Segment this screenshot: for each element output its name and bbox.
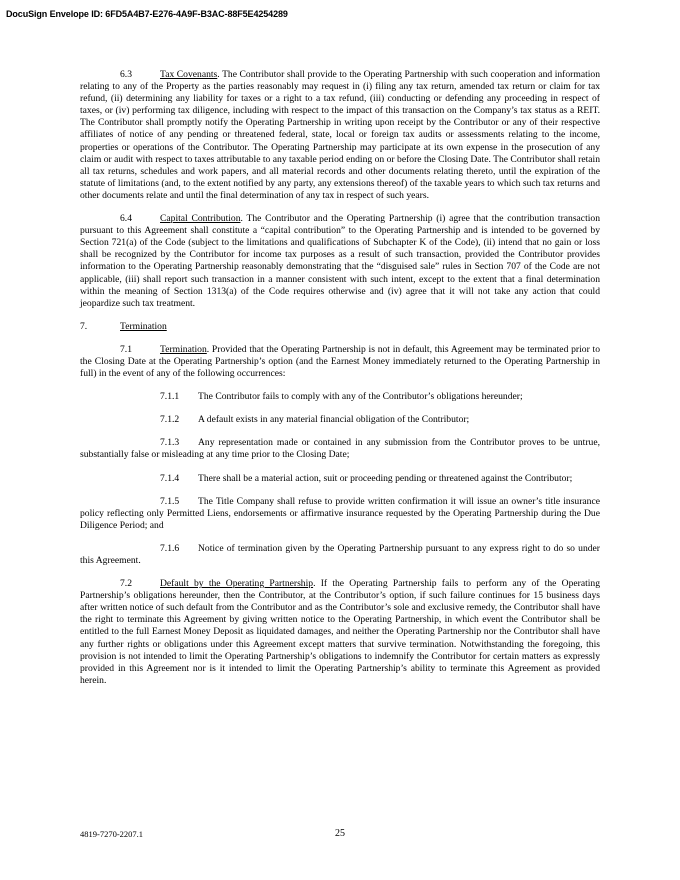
- section-title: Capital Contribution: [160, 213, 241, 225]
- section-text: . If the Operating Partnership fails to perform any of the Operating Partnership’s obligations hereunder, then the Contributor, at the Contributor’s option, if such failure continues for 15 business days after written notice of such default from the Contributor and as the Contributor’s sole and exclusive remedy, the Contributor shall have the right to terminate this Agreement by giving written notice to the Operating Partnership, in which event the Contributor shall be entitled to the full Earnest Money Deposit as liquidated damages, and neither the Operating Partnership nor the Contributor shall have any further rights or obligations under this Agreement except matters that survive termination. Notwithstanding the foregoing, this provision is not intended to limit the Operating Partnership’s obligations to indemnify the Contributor for certain matters as expressly provided in this Agreement nor is it intended to limit the Operating Partnership’s ability to terminate this Agreement as provided herein.: [80, 578, 600, 686]
- item-text: There shall be a material action, suit or proceeding pending or threatened against the Contributor;: [198, 472, 573, 484]
- section-text: . Provided that the Operating Partnership is not in default, this Agreement may be terminated prior to the Closing Date at the Operating Partnership’s option (and the Earnest Money immediately returned to the Operating Partnership in full) in the event of any of the following occurrences:: [80, 343, 600, 380]
- item-7-1-4: [80, 473, 600, 485]
- item-number: 7.1.5: [160, 495, 180, 507]
- item-7-1-1: [80, 391, 600, 403]
- section-7-heading: [80, 321, 600, 333]
- item-number: 7.1.4: [160, 472, 180, 484]
- section-title: Termination: [160, 343, 207, 355]
- item-7-1-2: [80, 414, 600, 426]
- section-title: Default by the Operating Partnership: [160, 578, 314, 590]
- section-number: 6.4: [120, 213, 132, 225]
- document-body: [80, 69, 600, 687]
- item-text: Notice of termination given by the Operating Partnership pursuant to any express right to do so under this Agreement.: [80, 542, 600, 566]
- docusign-envelope-id: DocuSign Envelope ID: 6FD5A4B7-E276-4A9F-B3AC-88F5E4254289: [6, 9, 288, 19]
- section-7-1: [80, 344, 600, 380]
- item-number: 7.1.6: [160, 542, 180, 554]
- item-number: 7.1.3: [160, 437, 180, 449]
- section-title: Tax Covenants: [160, 69, 218, 80]
- section-number: 7.: [80, 320, 88, 332]
- item-7-1-5: [80, 496, 600, 532]
- item-number: 7.1.1: [160, 391, 180, 403]
- item-text: The Title Company shall refuse to provide written confirmation it will issue an owner’s title insurance policy reflecting only Permitted Liens, endorsements or affirmative insurance requested by the Operating Partnership during the Due Diligence Period; and: [80, 495, 600, 531]
- section-7-2: [80, 578, 600, 687]
- page-number: 25: [335, 828, 345, 839]
- item-number: 7.1.2: [160, 414, 180, 426]
- section-number: 6.3: [120, 69, 132, 80]
- section-number: 7.2: [120, 578, 132, 590]
- item-text: A default exists in any material financial obligation of the Contributor;: [198, 414, 470, 426]
- item-7-1-3: [80, 437, 600, 461]
- item-text: Any representation made or contained in any submission from the Contributor proves to be untrue, substantially false or misleading at any time prior to the Closing Date;: [80, 437, 600, 461]
- document-id: 4819-7270-2207.1: [80, 829, 144, 839]
- item-text: The Contributor fails to comply with any of the Contributor’s obligations hereunder;: [198, 391, 523, 403]
- section-text: . The Contributor shall provide to the Operating Partnership with such cooperation and information relating to any of the Property as the parties reasonably may request in (i) filing any tax return, amended tax return or claim for tax refund, (ii) determining any liability for taxes or a right to a tax refund, (iii) conducting or defending any proceeding in respect of taxes, or (iv) performing tax diligence, including with respect to the impact of this transaction on the Company’s tax status as a REIT. The Contributor shall promptly notify the Operating Partnership in writing upon receipt by the Contributor or any of their respective affiliates of notice of any pending or threatened federal, state, local or foreign tax audits or assessments relating to the income, properties or operations of the Contributor. The Operating Partnership may participate at its own expense in the prosecution of any claim or audit with respect to taxes attributable to any taxable period ending on or before the Closing Date. The Contributor shall retain all tax returns, schedules and work papers, and all material records and other documents relating thereto, until the expiration of the statute of limitations (and, to the extent notified by any party, any extensions thereof) of the taxable years to which such tax returns and other documents relate and until the final determination of any tax in respect of such years.: [80, 69, 600, 201]
- section-text: . The Contributor and the Operating Partnership (i) agree that the contribution transaction pursuant to this Agreement shall constitute a “capital contribution” to the Operating Partnership and is intended to be governed by Section 721(a) of the Code (subject to the limitations and qualifications of Subchapter K of the Code), (ii) intend that no gain or loss shall be recognized by the Contributor for income tax purposes as a result of such transaction, provided the Contributor provides information to the Operating Partnership reasonably demonstrating that the “disguised sale” rules in Section 707 of the Code are not applicable, (iii) shall report such transaction in a manner consistent with such intent, except to the extent that a final determination within the meaning of Section 1313(a) of the Code requires otherwise and (iv) agree that it will not take any action that could jeopardize such tax treatment.: [80, 213, 600, 309]
- section-number: 7.1: [120, 343, 132, 355]
- section-6-3: [80, 69, 600, 202]
- item-7-1-6: [80, 543, 600, 567]
- section-title: Termination: [120, 320, 167, 332]
- section-6-4: [80, 213, 600, 310]
